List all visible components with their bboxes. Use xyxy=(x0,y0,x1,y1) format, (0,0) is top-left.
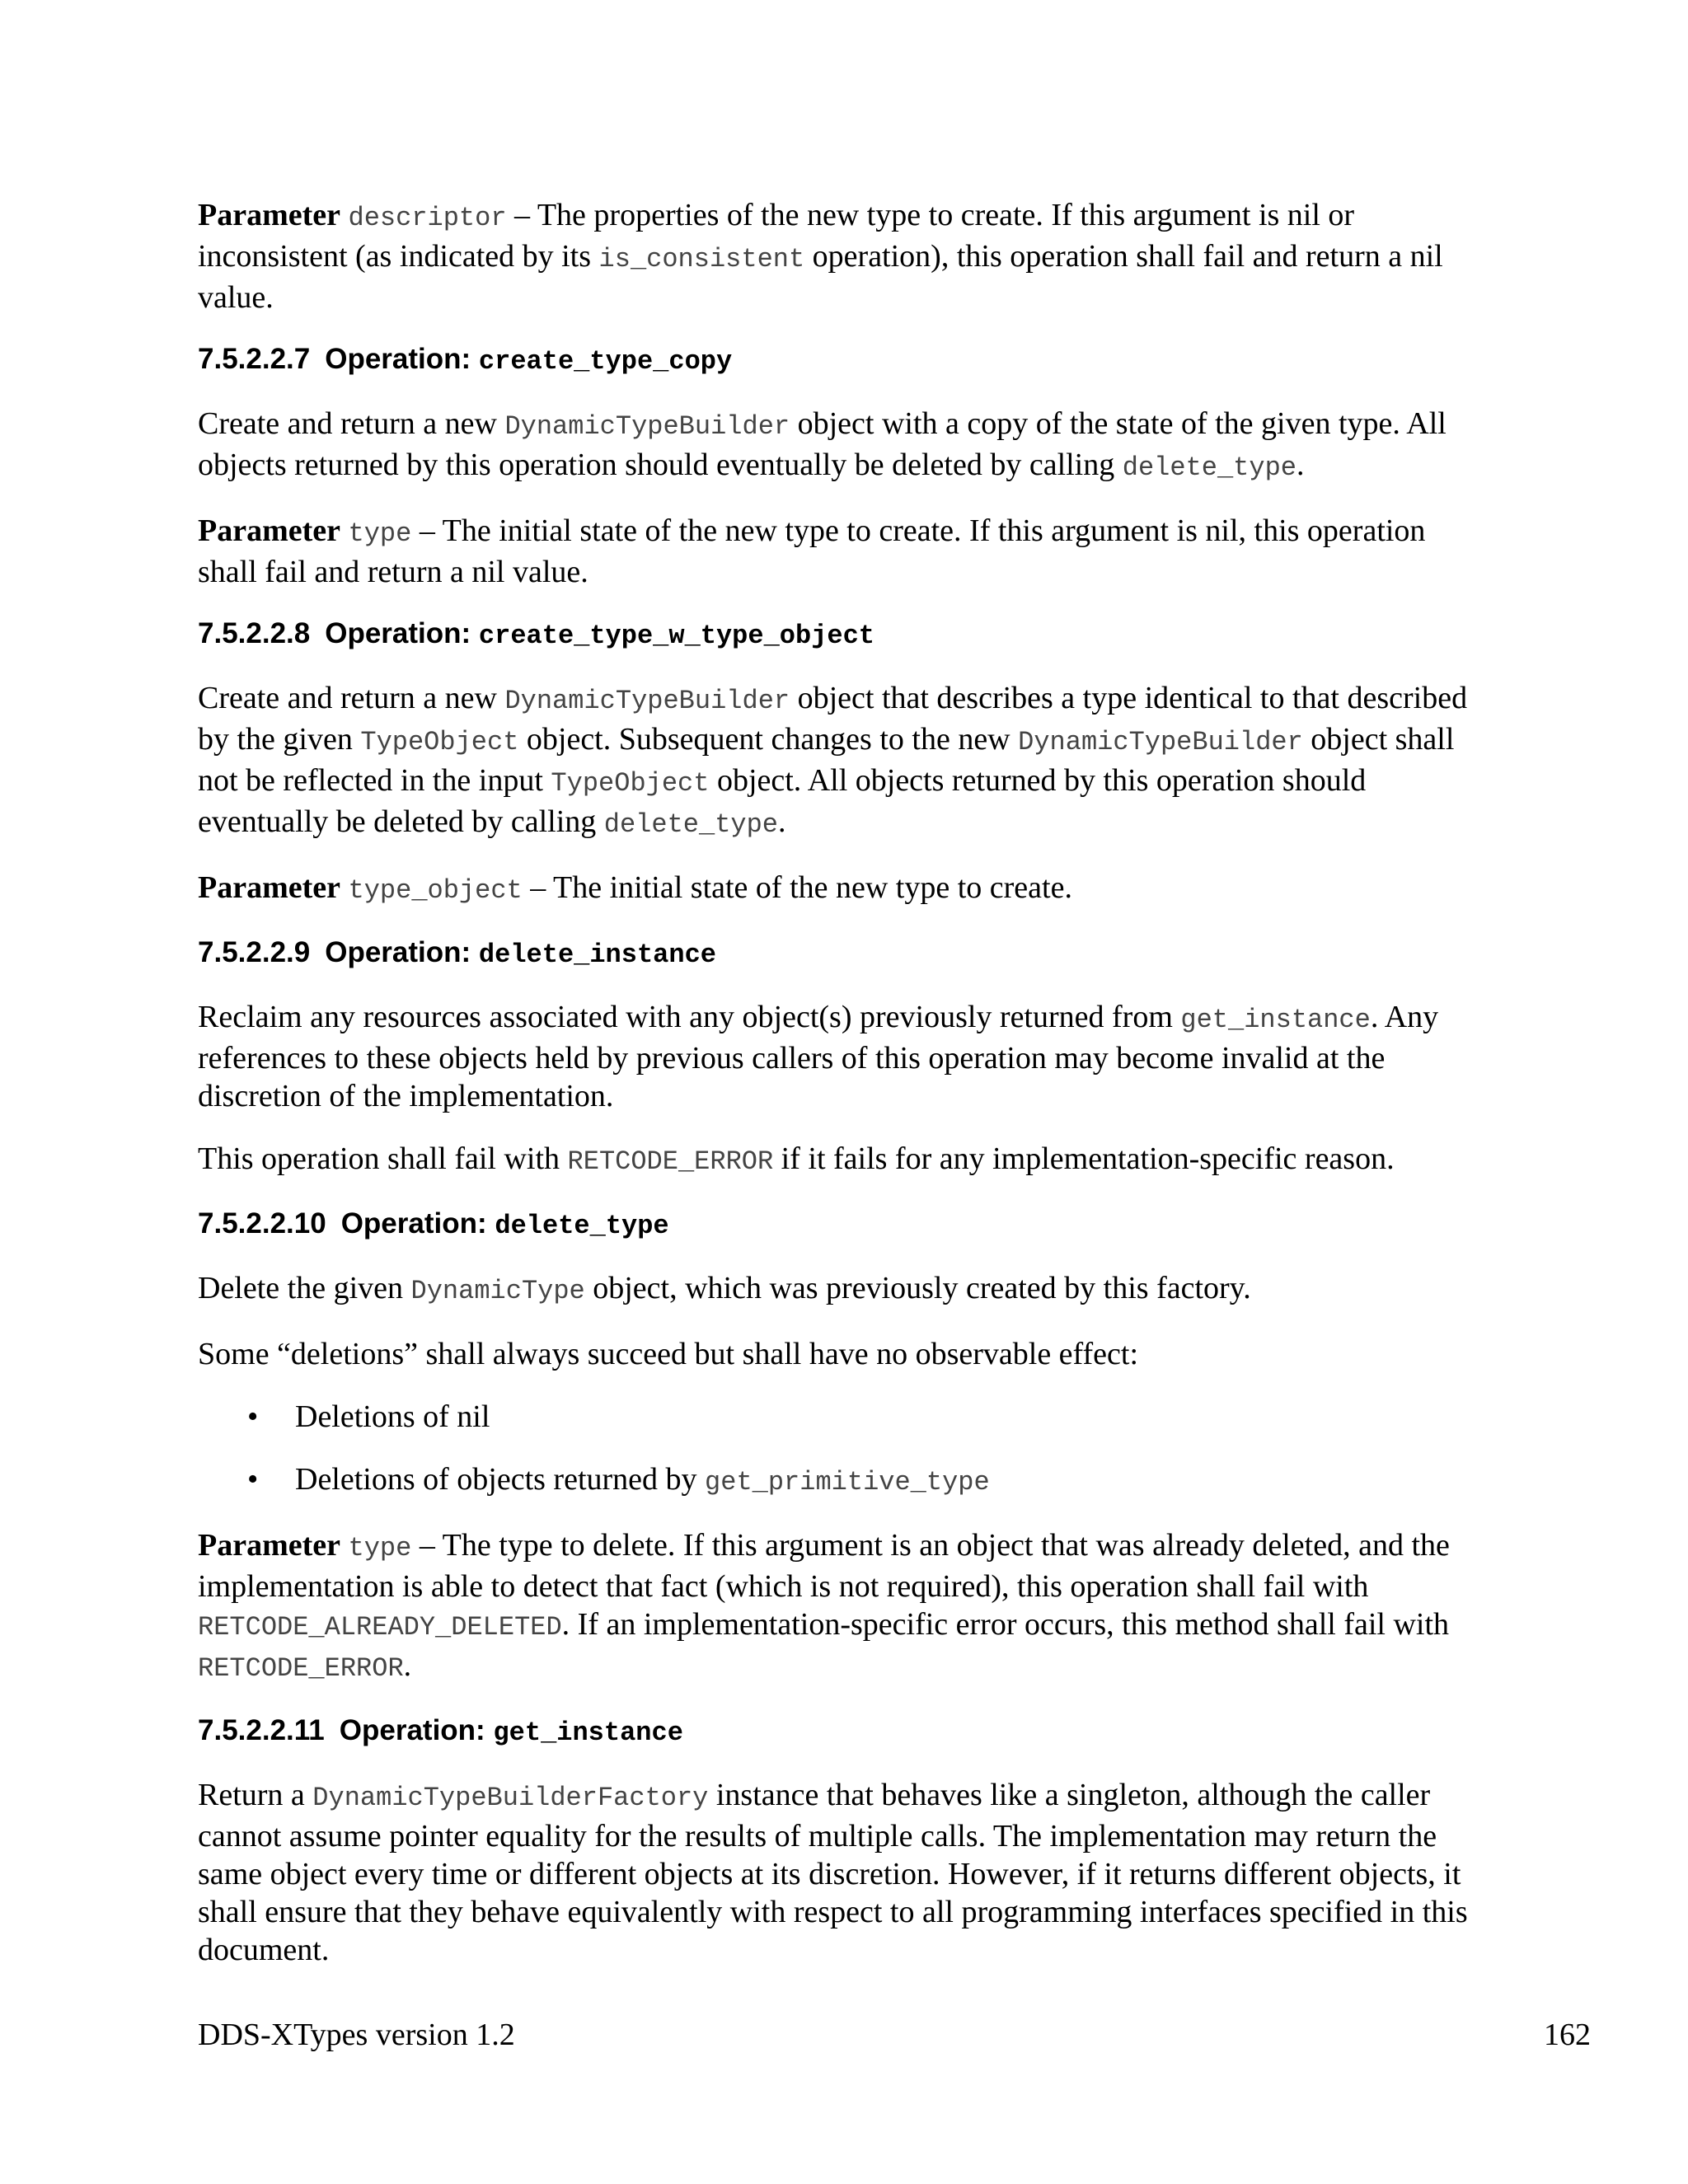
list-item: • Deletions of objects returned by get_primitive_type xyxy=(198,1460,1484,1502)
paragraph: Parameter type – The initial state of the new type to create. If this argument is nil, this operation shall fail and return a nil value. xyxy=(198,513,1426,589)
paragraph: Create and return a new DynamicTypeBuilder object that describes a type identical to that described by the given TypeObject object. Subsequent changes to the new DynamicTypeBuilder object shall not be reflected in the input TypeObject object. All objects returned by this operation should eventually be deleted by calling delete_type. xyxy=(198,681,1468,840)
paragraph: Some “deletions” shall always succeed but shall have no observable effect: xyxy=(198,1337,1139,1371)
paragraph: Parameter type_object – The initial state of the new type to create. xyxy=(198,870,1072,906)
section-heading: 7.5.2.2.9 Operation: delete_instance xyxy=(198,936,716,970)
bullet-list xyxy=(198,1398,1484,1502)
param-label: Parameter xyxy=(198,1528,340,1563)
section-heading: 7.5.2.2.11 Operation: get_instance xyxy=(198,1714,683,1748)
paragraph: This operation shall fail with RETCODE_ERROR if it fails for any implementation-specific reason. xyxy=(198,1141,1395,1177)
paragraph: Parameter descriptor – The properties of the new type to create. If this argument is nil or inconsistent (as indicated by its is_consistent operation), this operation shall fail and return a nil value. xyxy=(198,198,1443,315)
section-heading: 7.5.2.2.7 Operation: create_type_copy xyxy=(198,343,733,377)
param-label: Parameter xyxy=(198,198,340,232)
section-heading: 7.5.2.2.8 Operation: create_type_w_type_object xyxy=(198,617,874,651)
param-label: Parameter xyxy=(198,513,340,548)
code-span: is_consistent xyxy=(598,244,805,274)
paragraph: Reclaim any resources associated with any object(s) previously returned from get_instance. Any references to these objects held by previous callers of this operation may become invalid at the discretion of the implementation. xyxy=(198,1000,1439,1113)
page-body xyxy=(198,196,1484,1994)
code-span: descriptor xyxy=(348,203,507,233)
paragraph: Return a DynamicTypeBuilderFactory instance that behaves like a singleton, although the caller cannot assume pointer equality for the results of multiple calls. The implementation may return the same object every time or different objects at its discretion. However, if it returns different objects, it shall ensure that they behave equivalently with respect to all programming interfaces specified in this document. xyxy=(198,1778,1468,1967)
footer-title: DDS-XTypes version 1.2 xyxy=(198,2018,515,2052)
page-number: 162 xyxy=(1544,2018,1591,2052)
page-footer xyxy=(198,2016,1591,2054)
paragraph: Parameter type – The type to delete. If this argument is an object that was already deleted, and the implementation is able to detect that fact (which is not required), this operation shall fail with RETCODE_ALREADY_DELETED. If an implementation-specific error occurs, this method shall fail with RETCODE_ERROR. xyxy=(198,1528,1450,1684)
list-item: • Deletions of nil xyxy=(198,1398,1484,1436)
section-heading: 7.5.2.2.10 Operation: delete_type xyxy=(198,1207,669,1241)
param-label: Parameter xyxy=(198,870,340,905)
paragraph: Create and return a new DynamicTypeBuilder object with a copy of the state of the given type. All objects returned by this operation should eventually be deleted by calling delete_type. xyxy=(198,406,1447,483)
paragraph: Delete the given DynamicType object, which was previously created by this factory. xyxy=(198,1271,1251,1306)
